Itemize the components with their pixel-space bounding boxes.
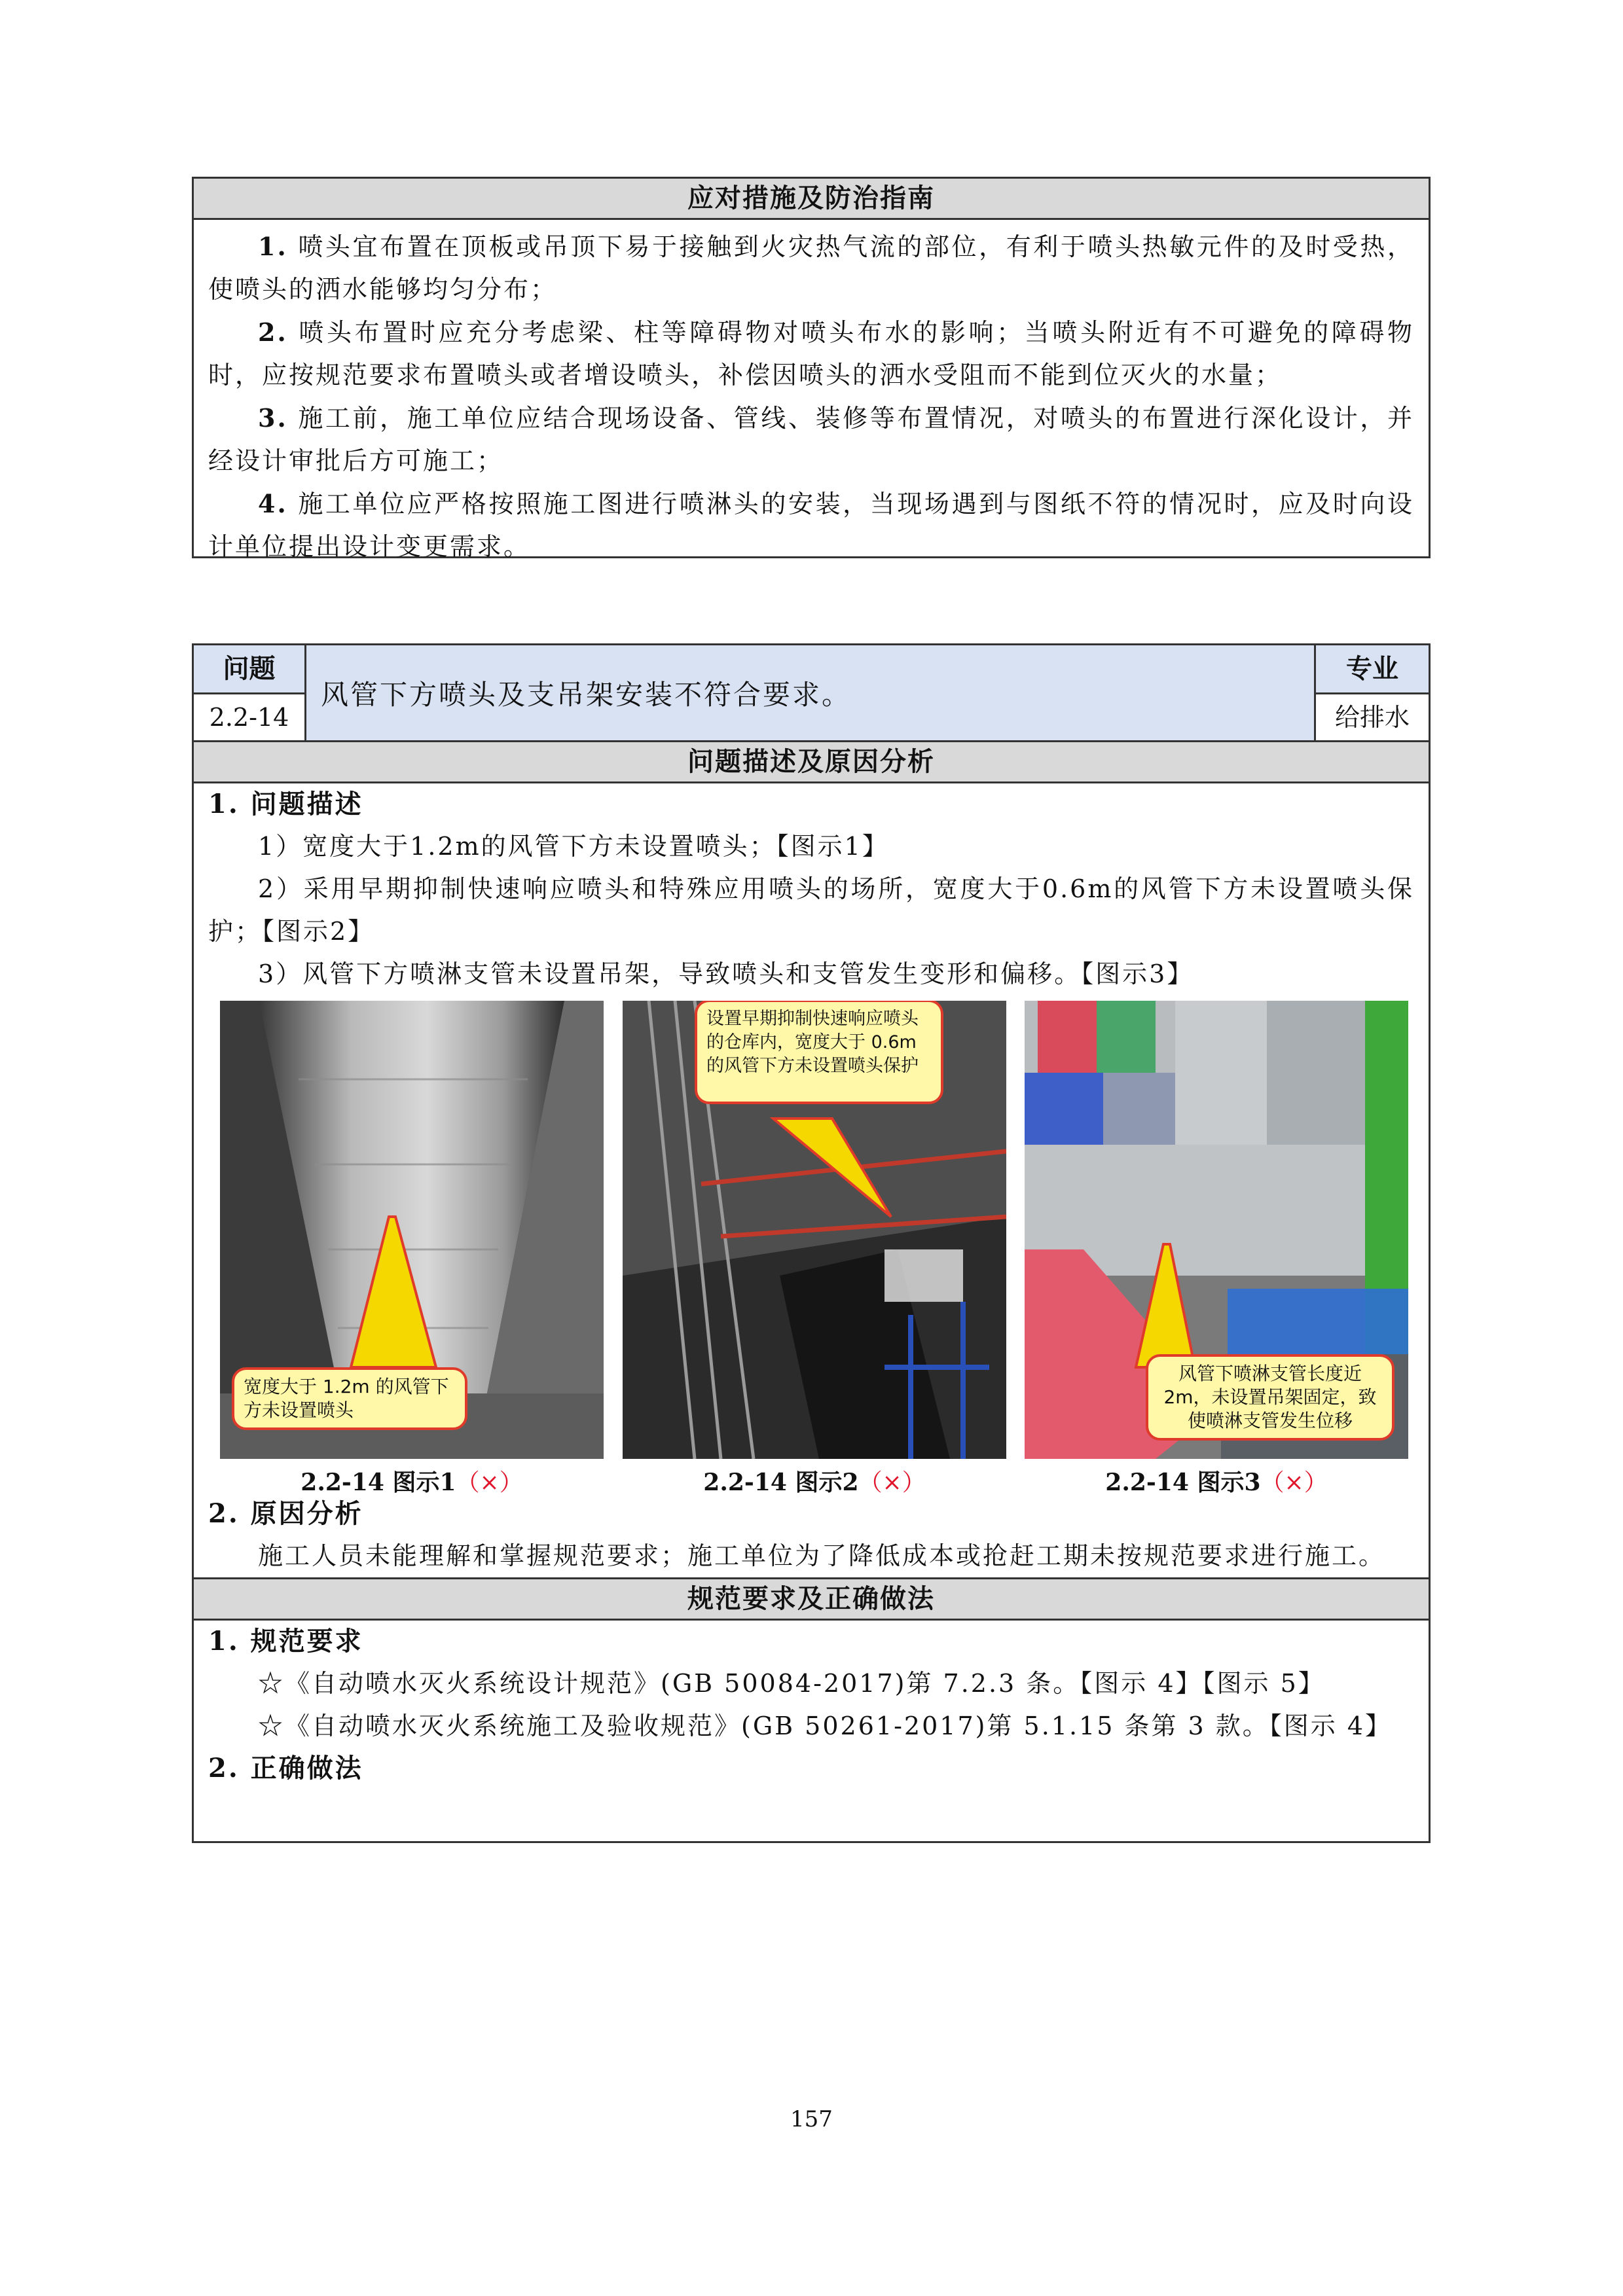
major-label: 专业 — [1316, 645, 1429, 694]
standard-header: 规范要求及正确做法 — [194, 1577, 1429, 1621]
photo-3-caption: 2.2-14 图示3（×） — [1105, 1469, 1328, 1496]
problem-major-cell — [1316, 645, 1429, 740]
problem-code-cell — [194, 645, 306, 740]
photo-2-callout: 设置早期抑制快速响应喷头的仓库内，宽度大于 0.6m 的风管下方未设置喷头保护 — [695, 1001, 943, 1104]
photo-1-caption: 2.2-14 图示1（×） — [301, 1469, 523, 1496]
req-item-1: ☆《自动喷水灭火系统设计规范》(GB 50084-2017)第 7.2.3 条。【图示 4】【图示 5】 — [258, 1669, 1325, 1698]
desc-title: 1. 问题描述 — [208, 789, 363, 819]
photo-1-callout: 宽度大于 1.2m 的风管下方未设置喷头 — [232, 1367, 467, 1430]
photo-3-callout: 风管下喷淋支管长度近2m，未设置吊架固定，致使喷淋支管发生位移 — [1146, 1354, 1395, 1441]
req-item-2: ☆《自动喷水灭火系统施工及验收规范》(GB 50261-2017)第 5.1.15 条第 3 款。【图示 4】 — [258, 1712, 1393, 1740]
guide-header: 应对措施及防治指南 — [194, 179, 1429, 220]
major-value: 给排水 — [1334, 703, 1410, 732]
guide-table — [192, 177, 1431, 561]
guide-item-1: 1. 喷头宜布置在顶板或吊顶下易于接触到火灾热气流的部位，有利于喷头热敏元件的及时受热，使喷头的洒水能够均匀分布； — [208, 232, 1414, 304]
desc-item-1: 1）宽度大于1.2m的风管下方未设置喷头；【图示1】 — [258, 832, 889, 861]
problem-title: 风管下方喷头及支吊架安装不符合要求。 — [306, 645, 1316, 740]
guide-item-3: 3. 施工前，施工单位应结合现场设备、管线、装修等布置情况，对喷头的布置进行深化设计，并经设计审批后方可施工； — [208, 403, 1414, 475]
problem-table — [192, 643, 1431, 1843]
cause-title: 2. 原因分析 — [208, 1498, 363, 1529]
photo-3 — [1025, 1001, 1408, 1459]
analysis-header: 问题描述及原因分析 — [194, 742, 1429, 783]
problem-header — [194, 645, 1429, 742]
photo-2 — [623, 1001, 1006, 1459]
guide-item-4: 4. 施工单位应严格按照施工图进行喷淋头的安装，当现场遇到与图纸不符的情况时，应及时向设计单位提出设计变更需求。 — [208, 489, 1414, 561]
photo-row — [194, 996, 1429, 1496]
photo-2-caption: 2.2-14 图示2（×） — [703, 1469, 926, 1496]
correct-title: 2. 正确做法 — [208, 1753, 363, 1784]
req-title: 1. 规范要求 — [208, 1626, 363, 1657]
page-number: 157 — [790, 2106, 833, 2132]
problem-code: 2.2-14 — [209, 703, 289, 732]
photo-1 — [220, 1001, 604, 1459]
cause-text: 施工人员未能理解和掌握规范要求；施工单位为了降低成本或抢赶工期未按规范要求进行施工。 — [258, 1541, 1386, 1570]
desc-item-3: 3）风管下方喷淋支管未设置吊架，导致喷头和支管发生变形和偏移。【图示3】 — [258, 960, 1194, 988]
problem-label: 问题 — [194, 645, 304, 694]
desc-item-2: 2）采用早期抑制快速响应喷头和特殊应用喷头的场所，宽度大于0.6m的风管下方未设置喷头保护；【图示2】 — [208, 874, 1414, 946]
guide-item-2: 2. 喷头布置时应充分考虑梁、柱等障碍物对喷头布水的影响；当喷头附近有不可避免的障碍物时，应按规范要求布置喷头或者增设喷头，补偿因喷头的洒水受阻而不能到位灭火的水量； — [208, 317, 1414, 389]
